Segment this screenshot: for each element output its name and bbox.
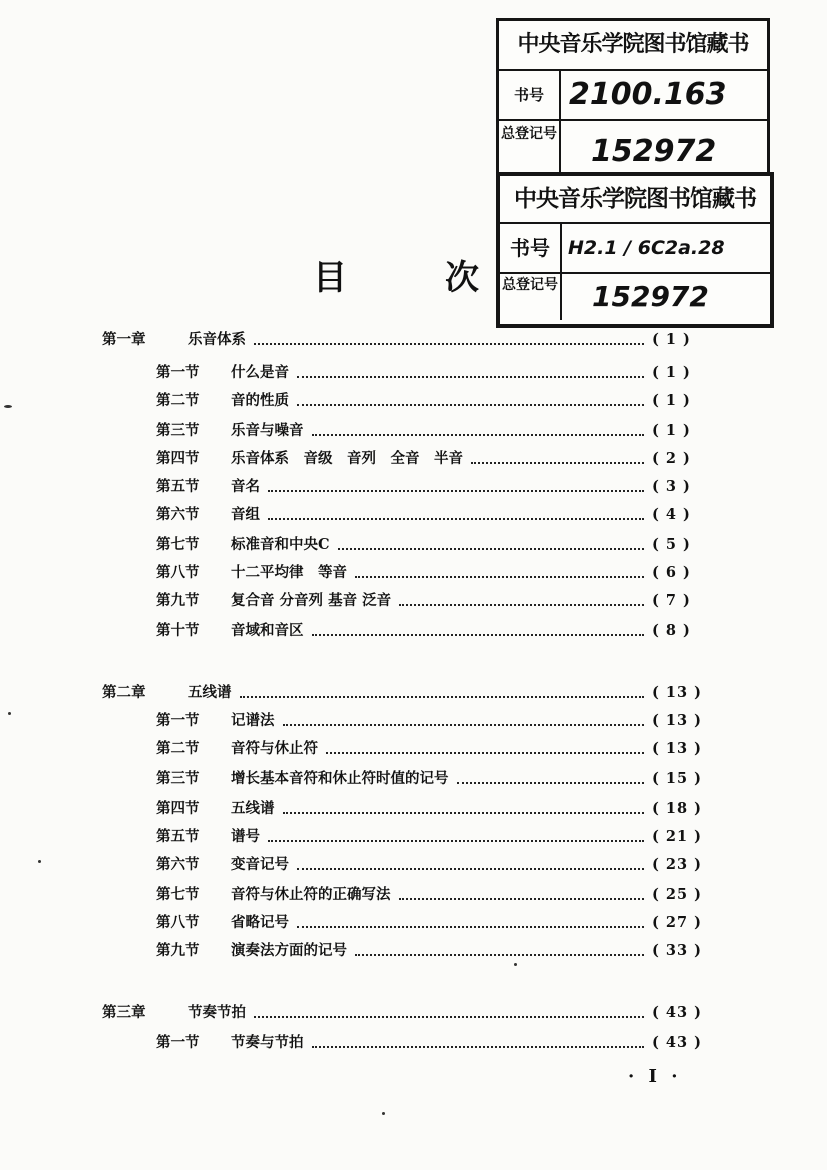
- page-number: · I ·: [628, 1066, 682, 1087]
- page-reference: ( 27 ): [652, 914, 702, 931]
- dot-leader: [297, 868, 644, 870]
- dot-leader: [312, 1046, 645, 1048]
- dot-leader: [254, 343, 644, 345]
- dot-leader: [471, 462, 644, 464]
- toc-section-row: [156, 910, 712, 936]
- page-reference: ( 4 ): [652, 506, 691, 523]
- page-reference: ( 3 ): [652, 478, 691, 495]
- page-reference: ( 23 ): [652, 856, 702, 873]
- toc-section-row: [156, 446, 712, 472]
- dot-leader: [338, 548, 644, 550]
- page-reference: ( 43 ): [652, 1034, 702, 1051]
- section-title: 音的性质: [231, 392, 289, 409]
- stamp-label-register-number: 总登记号: [499, 121, 561, 173]
- stamp-label-register-number: 总登记号: [500, 274, 562, 320]
- toc-section-row: [156, 736, 712, 762]
- toc-section-row: [156, 360, 712, 386]
- toc-section-row: [156, 708, 712, 734]
- scan-speck: [4, 405, 12, 408]
- toc-section-row: [156, 766, 712, 792]
- page-reference: ( 33 ): [652, 942, 702, 959]
- section-number: 第七节: [156, 886, 200, 903]
- section-title: 音符与休止符的正确写法: [231, 886, 391, 903]
- dot-leader: [268, 490, 644, 492]
- section-number: 第八节: [156, 564, 200, 581]
- dot-leader: [312, 434, 645, 436]
- library-stamp-top: [496, 18, 770, 182]
- dot-leader: [268, 518, 644, 520]
- toc-section-row: [156, 588, 712, 614]
- stamp-label-call-number: 书号: [499, 71, 561, 119]
- section-number: 第八节: [156, 914, 200, 931]
- dot-leader: [283, 812, 645, 814]
- page-reference: ( 1 ): [652, 331, 691, 348]
- section-number: 第五节: [156, 478, 200, 495]
- dot-leader: [254, 1016, 644, 1018]
- stamp-value-call-number: H2.1 / 6C2a.28: [568, 237, 725, 259]
- section-title: 五线谱: [231, 800, 275, 817]
- section-title: 复合音 分音列 基音 泛音: [231, 592, 392, 609]
- dot-leader: [312, 634, 645, 636]
- page-reference: ( 21 ): [652, 828, 702, 845]
- toc-section-row: [156, 418, 712, 444]
- stamp-value-register-number: 152972: [591, 134, 717, 169]
- scan-speck: [382, 1112, 385, 1115]
- section-number: 第一节: [156, 712, 200, 729]
- dot-leader: [283, 724, 645, 726]
- section-number: 第九节: [156, 592, 200, 609]
- chapter-title: 五线谱: [188, 684, 232, 701]
- section-title: 音域和音区: [231, 622, 304, 639]
- dot-leader: [268, 840, 644, 842]
- section-title: 节奏与节拍: [231, 1034, 304, 1051]
- section-number: 第二节: [156, 740, 200, 757]
- library-stamp-bottom: [496, 172, 774, 328]
- section-number: 第六节: [156, 506, 200, 523]
- toc-section-row: [156, 1030, 712, 1056]
- section-title: 音名: [231, 478, 260, 495]
- toc-section-row: [156, 852, 712, 878]
- section-number: 第三节: [156, 770, 200, 787]
- scan-speck: [514, 963, 517, 966]
- toc-section-row: [156, 796, 712, 822]
- section-title: 变音记号: [231, 856, 289, 873]
- dot-leader: [326, 752, 644, 754]
- section-title: 乐音体系 音级 音列 全音 半音: [231, 450, 463, 467]
- stamp-header: 中央音乐学院图书馆藏书: [500, 176, 770, 224]
- chapter-number: 第一章: [102, 331, 146, 348]
- toc-section-row: [156, 824, 712, 850]
- stamp-label-call-number: 书号: [500, 224, 562, 272]
- page-title-char-2: 次: [445, 258, 481, 298]
- toc-chapter-row: [102, 327, 712, 353]
- section-number: 第九节: [156, 942, 200, 959]
- toc-section-row: [156, 532, 712, 558]
- section-title: 记谱法: [231, 712, 275, 729]
- dot-leader: [399, 898, 645, 900]
- dot-leader: [355, 576, 644, 578]
- page-title-char-1: 目: [313, 258, 349, 298]
- section-number: 第一节: [156, 1034, 200, 1051]
- page-reference: ( 25 ): [652, 886, 702, 903]
- toc-chapter-row: [102, 680, 712, 706]
- section-number: 第十节: [156, 622, 200, 639]
- page-reference: ( 1 ): [652, 422, 691, 439]
- page-reference: ( 13 ): [652, 712, 702, 729]
- page-reference: ( 2 ): [652, 450, 691, 467]
- section-number: 第一节: [156, 364, 200, 381]
- page-reference: ( 1 ): [652, 392, 691, 409]
- dot-leader: [297, 926, 644, 928]
- page-reference: ( 8 ): [652, 622, 691, 639]
- page-reference: ( 7 ): [652, 592, 691, 609]
- toc-section-row: [156, 560, 712, 586]
- section-number: 第五节: [156, 828, 200, 845]
- stamp-header: 中央音乐学院图书馆藏书: [499, 21, 767, 71]
- section-number: 第二节: [156, 392, 200, 409]
- section-title: 演奏法方面的记号: [231, 942, 347, 959]
- section-title: 省略记号: [231, 914, 289, 931]
- dot-leader: [399, 604, 644, 606]
- toc-chapter-row: [102, 1000, 712, 1026]
- section-title: 乐音与噪音: [231, 422, 304, 439]
- section-number: 第四节: [156, 800, 200, 817]
- page-reference: ( 5 ): [652, 536, 691, 553]
- chapter-title: 节奏节拍: [188, 1004, 246, 1021]
- dot-leader: [355, 954, 644, 956]
- chapter-number: 第二章: [102, 684, 146, 701]
- toc-section-row: [156, 474, 712, 500]
- page-reference: ( 6 ): [652, 564, 691, 581]
- page-reference: ( 18 ): [652, 800, 702, 817]
- section-title: 标准音和中央C: [231, 536, 330, 553]
- dot-leader: [297, 376, 644, 378]
- scan-speck: [38, 860, 41, 863]
- dot-leader: [297, 404, 644, 406]
- stamp-value-call-number: 2100.163: [569, 77, 727, 112]
- page-reference: ( 15 ): [652, 770, 702, 787]
- chapter-number: 第三章: [102, 1004, 146, 1021]
- section-title: 什么是音: [231, 364, 289, 381]
- page-reference: ( 43 ): [652, 1004, 702, 1021]
- chapter-title: 乐音体系: [188, 331, 246, 348]
- toc-section-row: [156, 882, 712, 908]
- section-number: 第七节: [156, 536, 200, 553]
- stamp-value-register-number: 152972: [592, 280, 709, 313]
- toc-section-row: [156, 388, 712, 414]
- dot-leader: [240, 696, 645, 698]
- scan-speck: [8, 712, 11, 715]
- section-number: 第四节: [156, 450, 200, 467]
- dot-leader: [457, 782, 645, 784]
- section-title: 谱号: [231, 828, 260, 845]
- page-reference: ( 13 ): [652, 684, 702, 701]
- section-title: 音组: [231, 506, 260, 523]
- section-title: 音符与休止符: [231, 740, 318, 757]
- section-number: 第六节: [156, 856, 200, 873]
- toc-section-row: [156, 502, 712, 528]
- toc-section-row: [156, 618, 712, 644]
- section-number: 第三节: [156, 422, 200, 439]
- section-title: 十二平均律 等音: [231, 564, 347, 581]
- section-title: 增长基本音符和休止符时值的记号: [231, 770, 449, 787]
- page-reference: ( 1 ): [652, 364, 691, 381]
- page-reference: ( 13 ): [652, 740, 702, 757]
- toc-section-row: [156, 938, 712, 964]
